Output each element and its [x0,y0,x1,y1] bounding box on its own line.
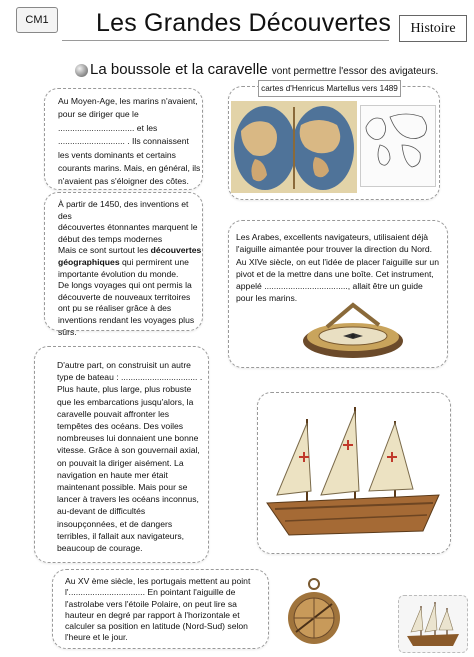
compass-image [297,299,409,363]
text-line [58,257,203,269]
text-line: l'aiguille aimantée pour trouver la direction du Nord. [236,244,433,255]
heading-rest: vont permettre l'essor des avigateurs. [271,66,439,77]
text-line: Plus haute, plus large, plus robuste [57,384,192,395]
map-box [228,86,440,200]
text-line: À partir de 1450, des inventions et des [58,199,189,221]
text-line: les vents dominants et certains [58,149,176,160]
subject-badge: Histoire [399,15,467,42]
text-box-1450 [44,192,203,337]
box-text [236,231,446,305]
heading-main: La boussole et la caravelle [90,61,268,78]
text-line: Les Arabes, excellents navigateurs, utilisaient déjà [236,232,429,242]
text-line: pour se diriger que le [58,109,139,120]
text-line: Au Moyen-Age, les marins n'avaient, [58,96,198,106]
text-line: tempêtes des océans. Des voiles [57,421,184,432]
text-line: insoupçonnées, et de dangers [57,518,173,529]
level-badge: CM1 [16,7,58,33]
heading-bullet-icon [75,64,88,77]
text-line: sûrs. [58,326,77,337]
title-underline [62,40,389,41]
text-line: nombreuses lui donnaient une bonne [57,433,199,444]
text-line: on pouvait la diriger aisément. La [57,457,184,468]
text-box-moyen-age [44,88,203,190]
text-line: D'autre part, on construisit un autre [57,360,191,370]
text-box-astrolabe [52,569,269,649]
text-line [58,245,203,257]
text-line: l'heure et le jour. [65,632,128,643]
bold-term: découvertes [150,245,202,256]
bold-term: géographiques [58,256,120,267]
text-line: navigation en haute mer était [57,469,168,480]
text-line: importante évolution du monde. [58,268,179,279]
text-line: pour les marins. [236,293,298,304]
section-heading [90,61,438,78]
text-line: courants marins. Mais, en général, ils [58,163,201,174]
text-box-boussole [228,220,448,368]
text-box-caravelle [34,346,209,563]
text-line: découverte de nouveaux territoires [58,291,191,302]
text-line: inventions rendant les voyages plus [58,314,195,325]
text-line: lancer à travers les océans inconnus, [57,494,199,505]
text-line: type de bateau : ................................ . [57,372,203,383]
text-line: terribles, il fallait aux navigateurs, [57,530,185,541]
text-line: caravelle pouvait affronter les [57,408,170,419]
caravel-box [257,392,451,554]
box-text [58,95,203,189]
text-line: au-devant de difficultés [57,506,146,517]
caravel-image [263,399,445,547]
text-span: qui permirent une [119,256,189,267]
text-line: l'................................ En pointant l'aiguille de [65,587,236,598]
text-line: découvertes étonnantes marquent le [58,222,198,233]
text-line: que les embarcations jusqu'alors, la [57,396,194,407]
text-line: De longs voyages qui ont permis la [58,280,192,291]
text-line: pivot et de la mettre dans une boîte. Cet instrument, [236,268,434,279]
page-title: Les Grandes Découvertes [96,9,392,37]
text-line: vitesse. Grâce à son gouvernail axial, [57,445,200,456]
box-text [58,199,203,338]
text-line: maintenant possible. Mais pour se [57,482,188,493]
text-line: l'astrolabe vers l'étoile Polaire, on peut lire sa [65,598,237,609]
text-line: appelé ..................................., allait être un guide [236,281,423,292]
ship-thumbnail [399,596,467,652]
text-line: n'avaient pas s'éloigner des côtes. [58,176,189,187]
text-line: ................................ et les [58,122,158,133]
astrolabe-image [286,576,342,648]
ship-thumbnail-frame [398,595,468,653]
text-line: Au XIVe siècle, on eut l'idée de placer l'aiguille sur un [236,256,439,267]
text-line: début des temps modernes [58,233,163,244]
text-line: hauteur en degré par rapport à l'horizontale et [65,609,240,620]
box-text [57,359,207,554]
text-line: ............................ . Ils connaissent [58,136,189,147]
outline-map [360,105,436,187]
map-caption: cartes d'Henricus Martellus vers 1489 [258,80,401,97]
text-line: Au XV ème siècle, les portugais mettent au point [65,576,251,586]
text-span: Mais ce sont surtout les [58,245,151,256]
text-line: calculer sa position en latitude (Nord-Sud) selon [65,621,248,632]
text-line: ont pu se réaliser grâce à des [58,303,172,314]
martellus-world-map [231,101,357,193]
text-line: beaucoup de courage. [57,543,143,554]
box-text [65,576,265,644]
